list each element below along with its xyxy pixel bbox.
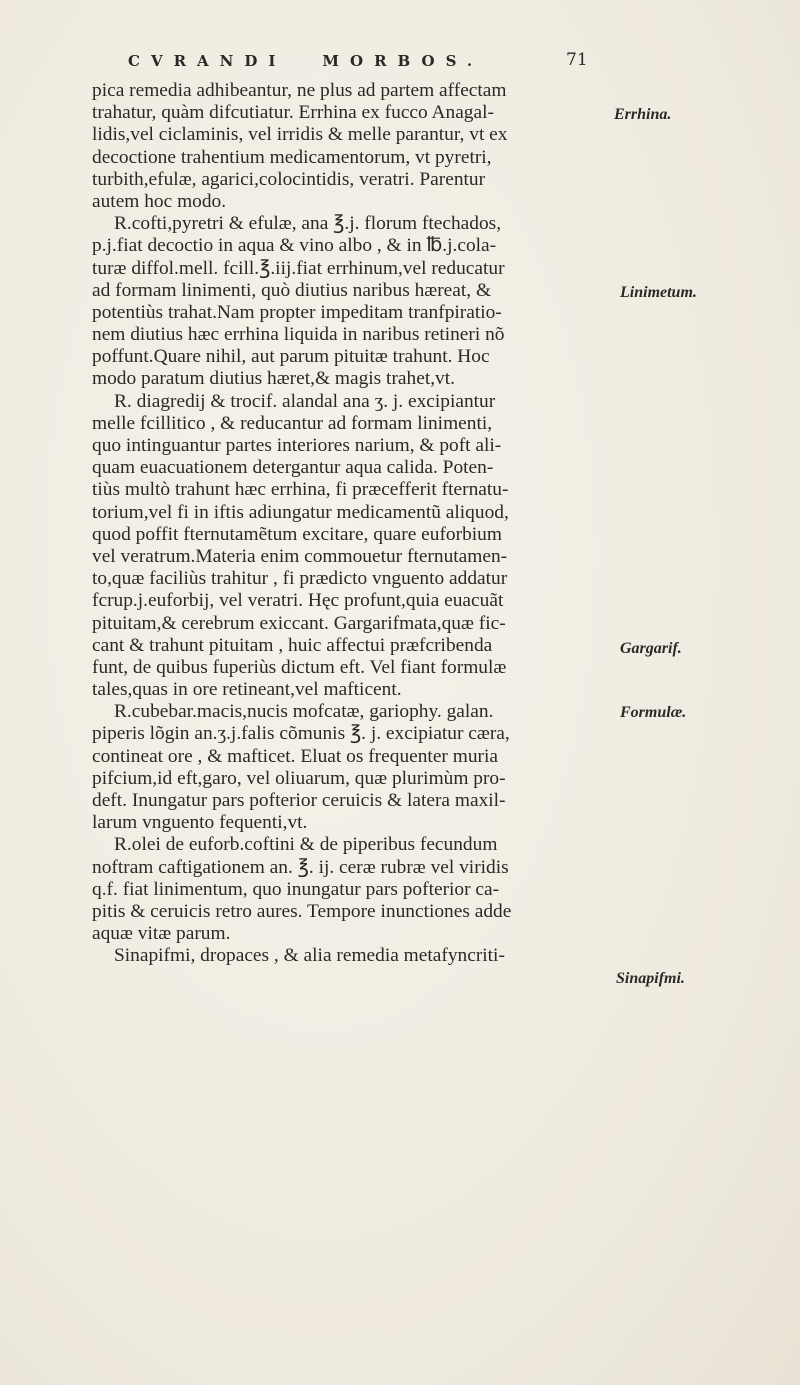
text-line: tiùs multò trahunt hæc errhina, fi præcefferit fternatu- [92,479,509,501]
text-line: contineat ore , & mafticet. Eluat os frequenter muria [92,745,498,767]
text-line: pituitam,& cerebrum exiccant. Gargarifmata,quæ fic- [92,612,506,634]
text-line: R.olei de euforb.coftini & de piperibus fecundum [114,834,498,856]
margin-note-formulae: Formulæ. [620,704,687,721]
text-line: quo intinguantur partes interiores narium, & poft ali- [92,435,502,456]
text-line: trahatur, quàm difcutiatur. Errhina ex fucco Anagal- [92,102,494,124]
text-line: aquæ vitæ parum. [92,923,231,945]
text-line: deft. Inungatur pars pofterior ceruicis & latera maxil- [92,790,506,811]
margin-note-linimentum: Linimetum. [620,284,697,301]
body-text [92,80,608,968]
running-title-2: MORBOS. [322,52,484,70]
text-line: R.cubebar.macis,nucis mofcatæ, gariophy. galan. [114,701,494,723]
page-number: 71 [566,50,588,70]
text-line: potentiùs trahat.Nam propter impeditam tranfpiratio- [92,301,502,323]
text-line: turbith,efulæ, agarici,colocintidis, veratri. Parentur [92,168,486,190]
text-line: pitis & ceruicis retro aures. Tempore inunctiones adde [92,900,512,922]
text-line: p.j.fiat decoctio in aqua & vino albo , & in ℔.j.cola- [92,235,497,257]
margin-note-errhina: Errhina. [614,106,672,123]
text-line: lidis,vel ciclaminis, vel irridis & melle parantur, vt ex [92,124,508,146]
text-line: funt, de quibus fuperiùs dictum eft. Vel fiant formulæ [92,656,507,678]
margin-note-gargarism: Gargarif. [620,640,682,657]
text-line: quam euacuationem detergantur aqua calida. Poten- [92,457,494,479]
text-line: melle fcillitico , & reducantur ad formam linimenti, [92,412,493,434]
text-line: q.f. fiat linimentum, quo inungatur pars pofterior ca- [92,878,500,900]
text-line: pifcium,id eft,garo, vel oliuarum, quæ plurimùm pro- [92,767,506,789]
text-line: nem diutius hæc errhina liquida in naribus retineri nõ [92,324,505,346]
text-line: turæ diffol.mell. fcill.℥.iij.fiat errhinum,vel reducatur [92,257,505,279]
margin-note-sinapism: Sinapifmi. [616,970,685,987]
text-line: poffunt.Quare nihil, aut parum pituitæ trahunt. Hoc [92,346,490,368]
text-line: autem hoc modo. [92,190,227,212]
text-line: Sinapifmi, dropaces , & alia remedia metafyncriti- [114,945,505,967]
text-line: pica remedia adhibeantur, ne plus ad partem affectam [92,80,507,101]
text-line: R.cofti,pyretri & efulæ, ana ℥.j. florum ftechados, [114,213,502,235]
text-line: vel veratrum.Materia enim commouetur fternutamen- [92,545,508,567]
text-line: decoctione trahentium medicamentorum, vt pyretri, [92,146,492,168]
text-line: modo paratum diutius hæret,& magis trahet,vt. [92,368,455,390]
text-line: larum vnguento fequenti,vt. [92,812,308,834]
text-line: to,quæ faciliùs trahitur , fi prædicto vnguento addatur [92,568,508,590]
text-line: cant & trahunt pituitam , huic affectui præfcribenda [92,634,493,656]
text-line: tales,quas in ore retineant,vel mafticent. [92,679,402,701]
text-line: fcrup.j.euforbij, vel veratri. Hęc profunt,quia euacuãt [92,590,504,612]
text-line: piperis lõgin an.ʒ.j.falis cõmunis ℥. j. excipiatur cæra, [92,723,510,745]
text-line: noftram caftigationem an. ℥. ij. ceræ rubræ vel viridis [92,856,509,878]
text-line: ad formam linimenti, quò diutius naribus hæreat, & [92,279,492,301]
text-line: quod poffit fternutamẽtum excitare, quare euforbium [92,523,502,545]
running-title-1: CVRANDI [128,52,287,70]
running-header [128,52,588,70]
text-line: R. diagredij & trocif. alandal ana ʒ. j. excipiantur [114,390,496,412]
text-line: torium,vel fi in iftis adiungatur medicamentũ aliquod, [92,501,509,523]
